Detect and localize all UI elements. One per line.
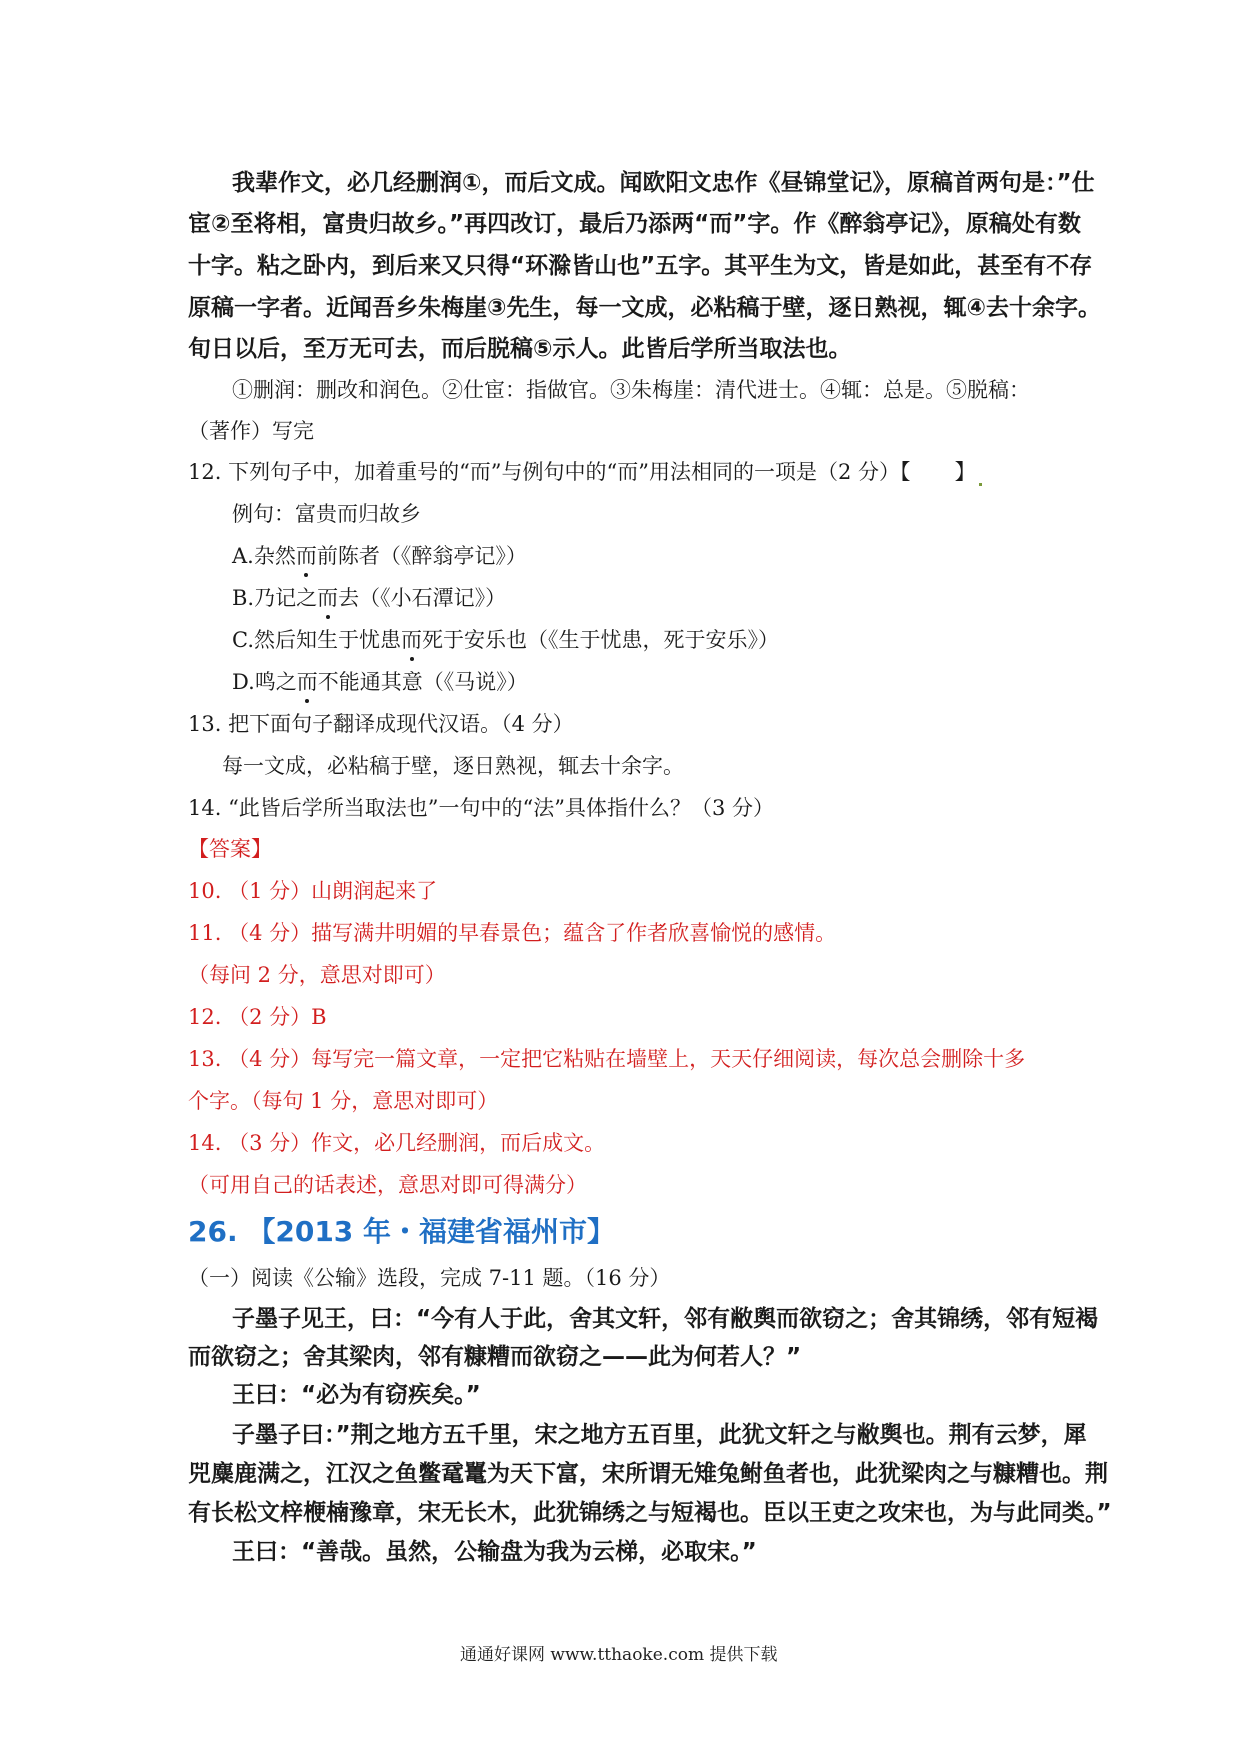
- question-13-stem: 13. 把下面句子翻译成现代汉语。（4 分）: [188, 712, 574, 736]
- answer-line: 11. （4 分）描写满井明媚的早春景色；蕴含了作者欣喜愉悦的感情。: [188, 921, 837, 945]
- option-a: A.杂然而前陈者（《醉翁亭记》）: [232, 540, 527, 570]
- passage-line: 子墨子曰：”荆之地方五千里，宋之地方五百里，此犹文轩之与敝舆也。荆有云梦，犀: [232, 1422, 1087, 1448]
- passage-line: 宦②至将相，富贵归故乡。”再四改订，最后乃添两“而”字。作《醉翁亭记》，原稿处有数: [188, 211, 1081, 237]
- question-12-example: 例句：富贵而归故乡: [232, 502, 421, 526]
- emphasis-char: 而: [297, 666, 318, 696]
- section-intro: （一）阅读《公输》选段，完成 7-11 题。（16 分）: [188, 1266, 671, 1290]
- passage-line: 而欲窃之；舍其梁肉，邻有糠糟而欲窃之——此为何若人？”: [188, 1344, 802, 1370]
- answer-line: 12. （2 分）B: [188, 1005, 327, 1029]
- question-12-stem: 12. 下列句子中，加着重号的“而”与例句中的“而”用法相同的一项是（2 分）【 】: [188, 456, 982, 486]
- emphasis-char: 而: [317, 582, 338, 612]
- passage-line: 王曰：“善哉。虽然，公输盘为我为云梯，必取宋。”: [232, 1539, 757, 1565]
- passage-line: 有长松文梓楩楠豫章，宋无长木，此犹锦绣之与短褐也。臣以王吏之攻宋也，为与此同类。”: [188, 1500, 1112, 1526]
- passage-line: 子墨子见王，曰：“今有人于此，舍其文轩，邻有敝舆而欲窃之；舍其锦绣，邻有短褐: [232, 1306, 1099, 1332]
- footnote-line: （著作）写完: [188, 419, 314, 443]
- answer-label: 【答案】: [188, 837, 272, 861]
- section-heading: 26. 【2013 年・福建省福州市】: [188, 1215, 616, 1248]
- question-14-stem: 14. “此皆后学所当取法也”一句中的“法”具体指什么？（3 分）: [188, 796, 775, 820]
- question-13-sentence: 每一文成，必粘稿于壁，逐日熟视，辄去十余字。: [222, 754, 684, 778]
- footer-text: 通通好课网 www.tthaoke.com 提供下载: [460, 1645, 778, 1665]
- answer-line: 10. （1 分）山朗润起来了: [188, 879, 438, 903]
- passage-line: 原稿一字者。近闻吾乡朱梅崖③先生，每一文成，必粘稿于壁，逐日熟视，辄④去十余字。: [188, 295, 1101, 321]
- option-d: D.鸣之而不能通其意（《马说》）: [232, 666, 528, 696]
- passage-line: 兕麋鹿满之，江汉之鱼鳖鼋鼍为天下富，宋所谓无雉兔鲋鱼者也，此犹梁肉之与糠糟也。荆: [188, 1461, 1108, 1487]
- passage-line: 王曰：“必为有窃疾矣。”: [232, 1382, 481, 1408]
- answer-line: 13. （4 分）每写完一篇文章，一定把它粘贴在墙壁上，天天仔细阅读，每次总会删除十多: [188, 1047, 1026, 1071]
- emphasis-char: 而: [401, 624, 422, 654]
- emphasis-char: 而: [296, 540, 317, 570]
- answer-line: 个字。（每句 1 分，意思对即可）: [188, 1089, 499, 1113]
- stray-mark: [979, 483, 982, 486]
- footnote-line: ①删润：删改和润色。②仕宦：指做官。③朱梅崖：清代进士。④辄：总是。⑤脱稿：: [232, 378, 1030, 402]
- option-c: C.然后知生于忧患而死于安乐也（《生于忧患，死于安乐》）: [232, 624, 779, 654]
- answer-line: 14. （3 分）作文，必几经删润，而后成文。: [188, 1131, 606, 1155]
- passage-line: 旬日以后，至万无可去，而后脱稿⑤示人。此皆后学所当取法也。: [188, 336, 852, 362]
- passage-line: 十字。粘之卧内，到后来又只得“环滁皆山也”五字。其平生为文，皆是如此，甚至有不存: [188, 253, 1093, 279]
- answer-line: （每问 2 分，意思对即可）: [188, 963, 446, 987]
- option-b: B.乃记之而去（《小石潭记》）: [232, 582, 506, 612]
- answer-line: （可用自己的话表述，意思对即可得满分）: [188, 1173, 587, 1197]
- passage-line: 我辈作文，必几经删润①，而后文成。闻欧阳文忠作《昼锦堂记》，原稿首两句是：”仕: [232, 170, 1095, 196]
